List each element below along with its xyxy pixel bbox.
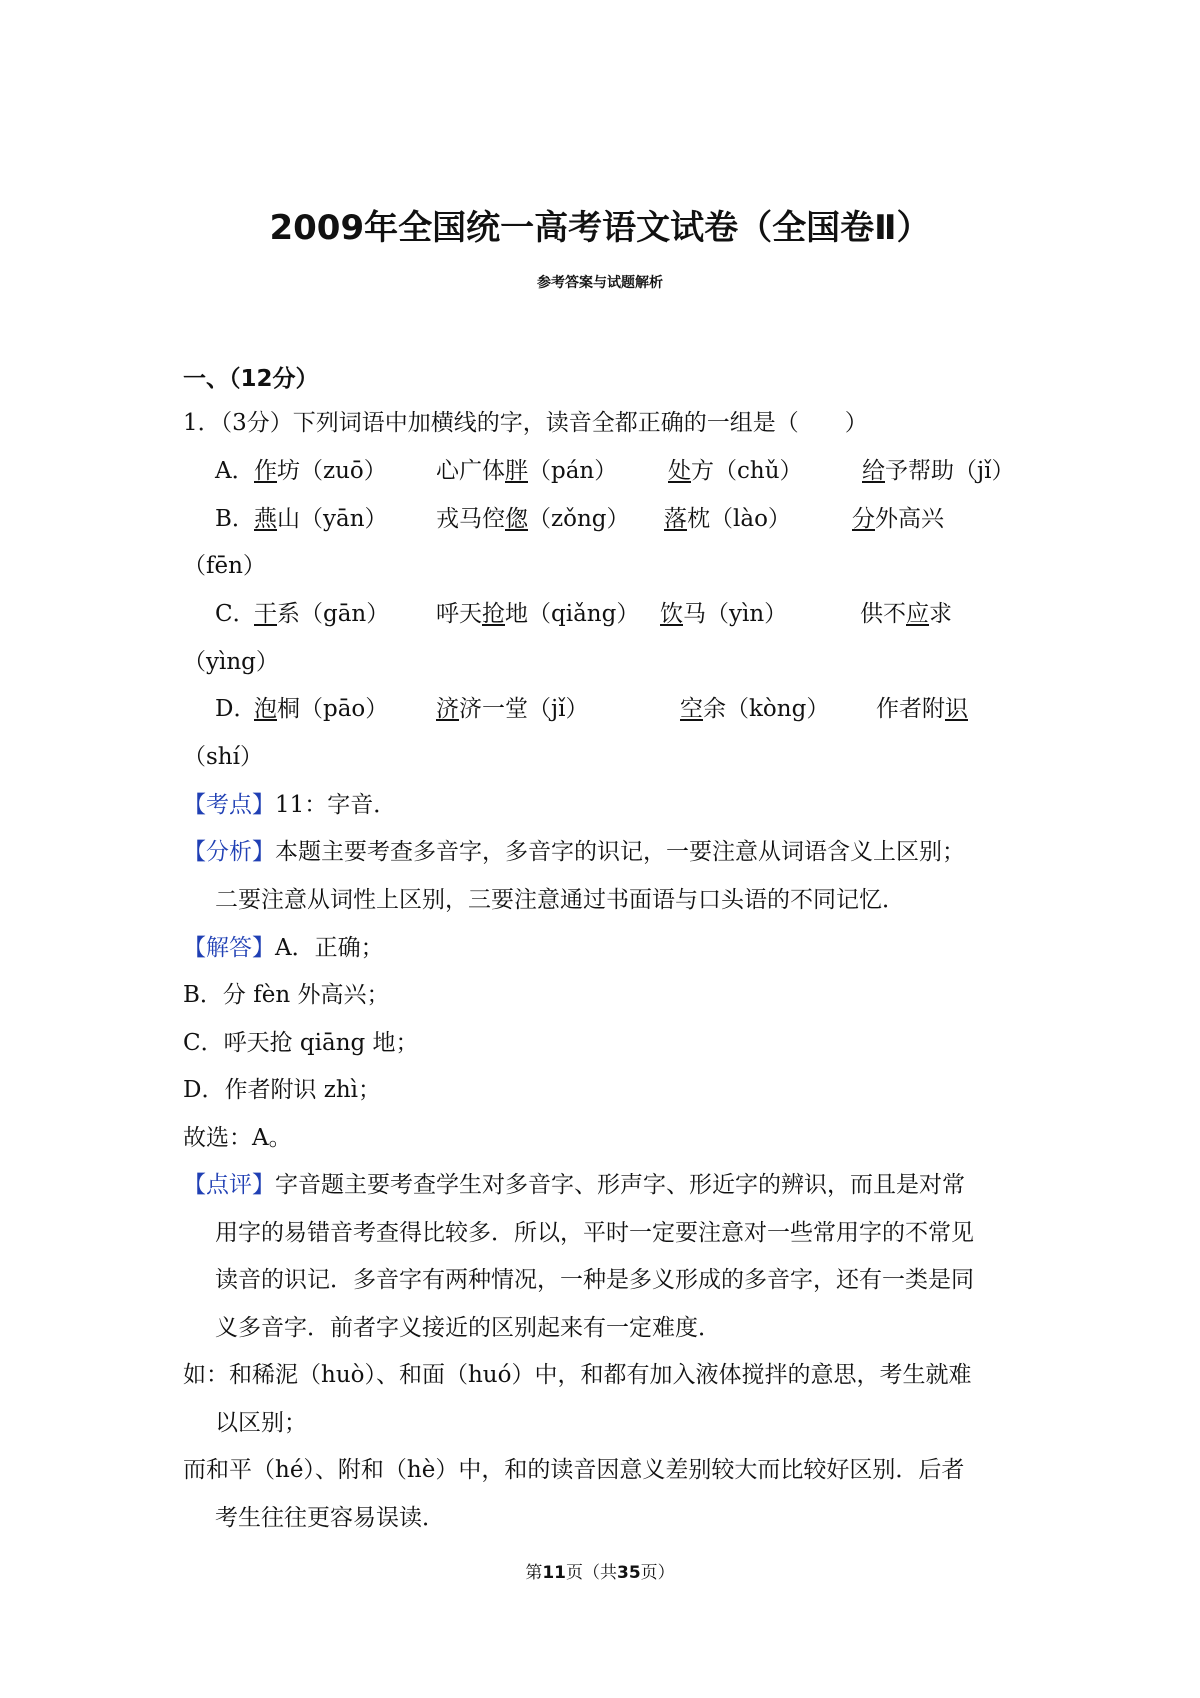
kaodian-text: 11：字音．: [275, 792, 397, 818]
dianping-line-7: 而和平（hé）、附和（hè）中，和的读音因意义差别较大而比较好区别．后者: [183, 1457, 965, 1483]
option-word: 供不应求: [860, 601, 952, 627]
fenxi-tag: 【分析】: [183, 839, 275, 865]
fenxi-line-2: 二要注意从词性上区别，三要注意通过书面语与口头语的不同记忆．: [215, 887, 905, 913]
dianping-text: 字音题主要考查学生对多音字、形声字、形近字的辨识，而且是对常: [275, 1172, 965, 1198]
jieda-line-1: [183, 933, 384, 963]
footer-prefix: 第: [525, 1563, 543, 1583]
option-word: 心广体胖（pán）: [436, 458, 618, 484]
option-word: 作坊（zuō）: [254, 458, 387, 484]
dianping-line-1: [183, 1170, 965, 1200]
section-heading: 一、（12分）: [183, 366, 319, 392]
option-word: 空余（kòng）: [680, 696, 830, 722]
option-word: 处方（chǔ）: [668, 458, 803, 484]
page-number: 11: [542, 1563, 566, 1583]
fenxi-line-1: [183, 837, 965, 867]
option-word: 作者附识: [876, 696, 968, 722]
dianping-line-2: 用字的易错音考查得比较多．所以，平时一定要注意对一些常用字的不常见: [215, 1220, 974, 1246]
option-word: 给予帮助（jǐ）: [862, 458, 1015, 484]
footer-middle: 页（共: [566, 1563, 617, 1583]
dianping-tag: 【点评】: [183, 1172, 275, 1198]
dianping-line-6: 以区别；: [215, 1410, 307, 1436]
option-word: 干系（gān）: [254, 601, 390, 627]
dianping-line-8: 考生往往更容易误读．: [215, 1505, 445, 1531]
dianping-line-4: 义多音字．前者字义接近的区别起来有一定难度．: [215, 1315, 721, 1341]
option-word: 燕山（yān）: [254, 506, 388, 532]
option-label: D．: [215, 696, 257, 722]
jieda-text: A．正确；: [275, 935, 384, 961]
option-word: 济济一堂（jǐ）: [436, 696, 589, 722]
page-footer: [0, 1558, 1200, 1583]
jieda-line-5: 故选：A。: [183, 1125, 292, 1151]
footer-suffix: 页）: [640, 1563, 675, 1583]
option-word: 呼天抢地（qiǎng）: [436, 601, 640, 627]
option-label: B．: [215, 506, 255, 532]
option-continuation: （fēn）: [183, 553, 266, 579]
question-stem: 1．（3分）下列词语中加横线的字，读音全都正确的一组是（ ）: [183, 410, 868, 436]
dianping-line-3: 读音的识记．多音字有两种情况，一种是多义形成的多音字，还有一类是同: [215, 1267, 974, 1293]
fenxi-text: 本题主要考查多音字，多音字的识记，一要注意从词语含义上区别；: [275, 839, 965, 865]
jieda-line-3: C．呼天抢 qiāng 地；: [183, 1030, 419, 1056]
option-continuation: （yìng）: [183, 649, 279, 675]
jieda-tag: 【解答】: [183, 935, 275, 961]
kaodian-tag: 【考点】: [183, 792, 275, 818]
total-pages: 35: [617, 1563, 641, 1583]
option-word: 戎马倥偬（zǒng）: [436, 506, 630, 532]
page-subtitle: 参考答案与试题解析: [537, 275, 663, 291]
jieda-line-4: D．作者附识 zhì；: [183, 1077, 382, 1103]
option-label: A．: [215, 458, 255, 484]
kaodian-line: [183, 790, 396, 820]
dianping-line-5: 如：和稀泥（huò）、和面（huó）中，和都有加入液体搅拌的意思，考生就难: [183, 1362, 972, 1388]
option-word: 分外高兴: [852, 506, 944, 532]
option-label: C．: [215, 601, 256, 627]
jieda-line-2: B．分 fèn 外高兴；: [183, 982, 390, 1008]
page-title: 2009年全国统一高考语文试卷（全国卷Ⅱ）: [269, 208, 931, 248]
option-word: 落枕（lào）: [664, 506, 791, 532]
option-word: 泡桐（pāo）: [254, 696, 389, 722]
option-continuation: （shí）: [183, 744, 263, 770]
option-word: 饮马（yìn）: [660, 601, 788, 627]
